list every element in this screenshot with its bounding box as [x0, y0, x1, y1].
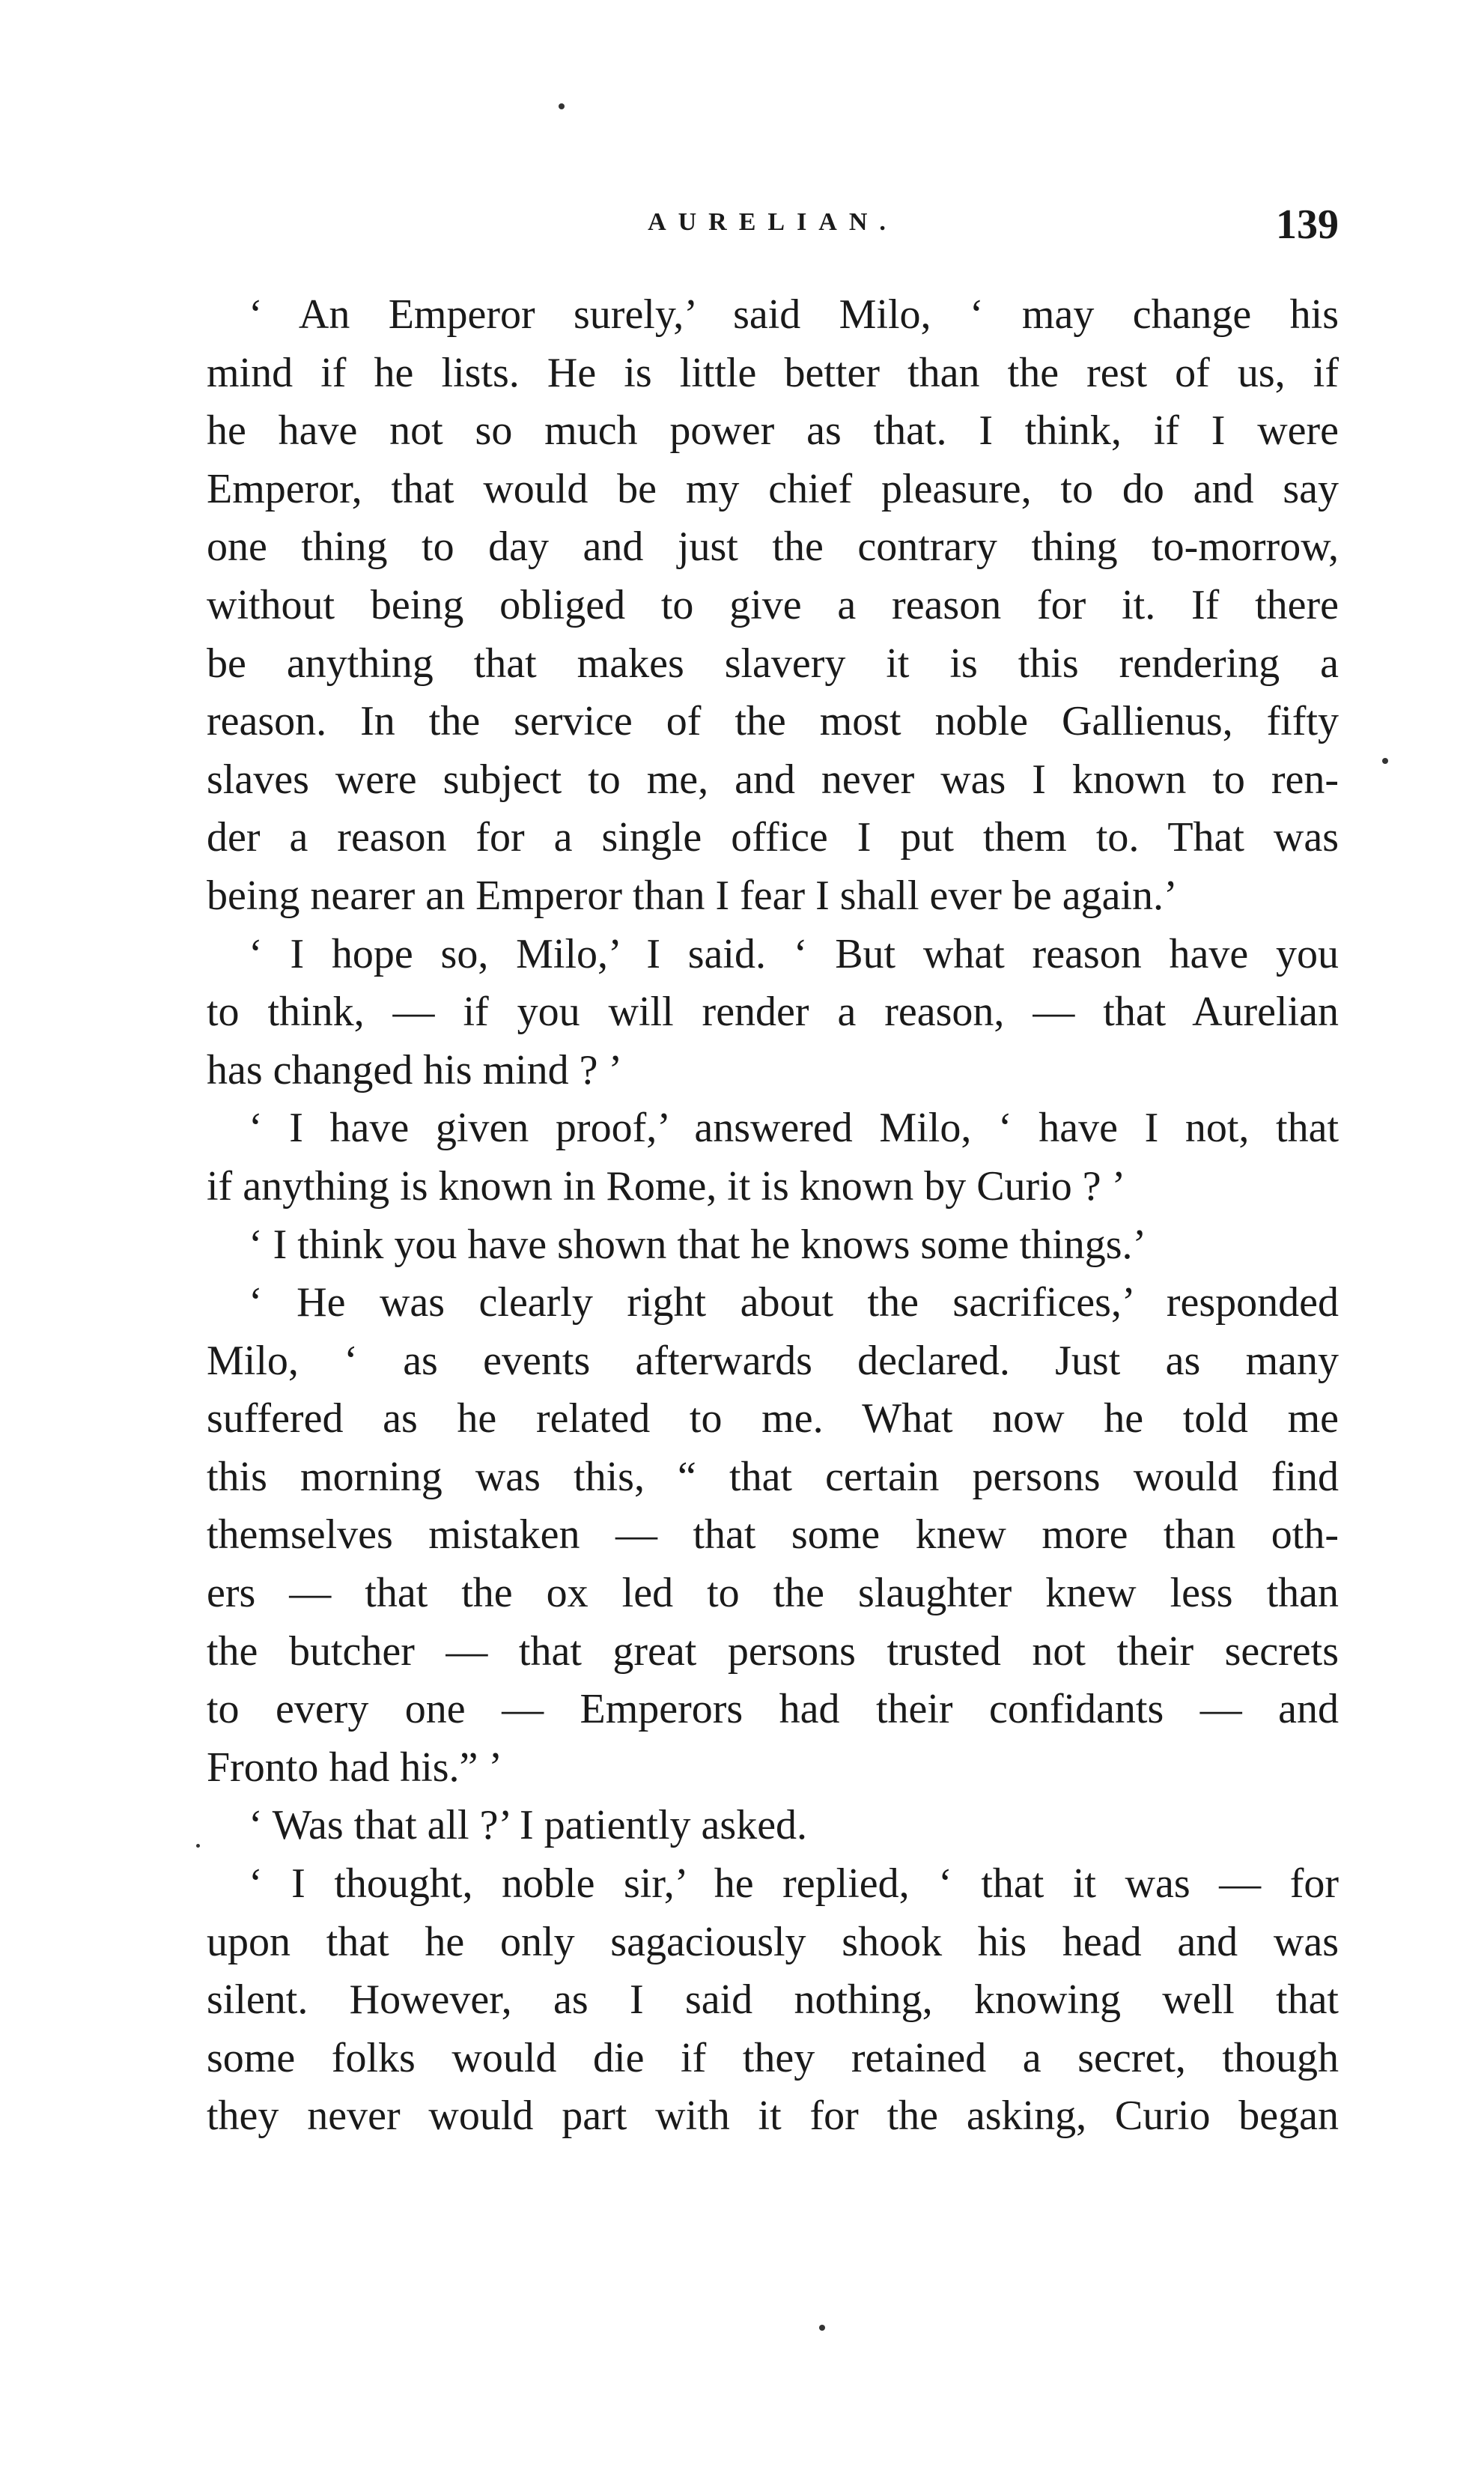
- text-line: some folks would die if they retained a secret, though: [207, 2034, 1339, 2081]
- text-line: silent. However, as I said nothing, knowing well that: [207, 1976, 1339, 2024]
- text-line: slaves were subject to me, and never was I known to ren-: [207, 756, 1339, 803]
- top-ink-mark: [559, 103, 565, 109]
- text-line: they never would part with it for the asking, Curio began: [207, 2093, 1339, 2140]
- text-line: be anything that makes slavery it is this rendering a: [207, 640, 1339, 687]
- text-line: ‘ Was that all ?’ I patiently asked.: [249, 1802, 808, 1849]
- text-line: Milo, ‘ as events afterwards declared. Just as many: [207, 1337, 1339, 1384]
- page-number: 139: [1276, 201, 1339, 248]
- text-line: ‘ An Emperor surely,’ said Milo, ‘ may change his: [249, 291, 1339, 338]
- text-line: ‘ I think you have shown that he knows some things.’: [249, 1221, 1147, 1268]
- text-line: he have not so much power as that. I think, if I were: [207, 407, 1339, 455]
- text-line: suffered as he related to me. What now he told me: [207, 1395, 1339, 1442]
- text-line: without being obliged to give a reason for it. If there: [207, 581, 1339, 628]
- text-line: to every one — Emperors had their confidants — and: [207, 1686, 1339, 1733]
- text-line: themselves mistaken — that some knew more than oth-: [207, 1511, 1339, 1559]
- text-line: ‘ He was clearly right about the sacrifices,’ responded: [249, 1279, 1339, 1326]
- text-line: the butcher — that great persons trusted not their secrets: [207, 1627, 1339, 1675]
- running-title: AURELIAN.: [648, 208, 898, 236]
- text-line: if anything is known in Rome, it is known by Curio ? ’: [207, 1162, 1126, 1210]
- text-line: Emperor, that would be my chief pleasure, to do and say: [207, 465, 1339, 512]
- text-line: ‘ I hope so, Milo,’ I said. ‘ But what reason have you: [249, 930, 1339, 977]
- text-line: one thing to day and just the contrary thing to-morrow,: [207, 524, 1339, 571]
- text-line: ‘ I thought, noble sir,’ he replied, ‘ that it was — for: [249, 1860, 1339, 1908]
- text-line: ers — that the ox led to the slaughter knew less than: [207, 1570, 1339, 1617]
- text-line: ‘ I have given proof,’ answered Milo, ‘ have I not, that: [249, 1105, 1339, 1152]
- body-text: [207, 286, 1339, 2146]
- bottom-ink-mark: [819, 2325, 825, 2331]
- margin-ink-mark: [1382, 758, 1388, 764]
- text-line: mind if he lists. He is little better than the rest of us, if: [207, 349, 1339, 396]
- text-line: this morning was this, “ that certain persons would find: [207, 1453, 1339, 1500]
- text-line: reason. In the service of the most noble Gallienus, fifty: [207, 698, 1339, 745]
- text-line: Fronto had his.” ’: [207, 1744, 503, 1791]
- text-line: has changed his mind ? ’: [207, 1046, 623, 1093]
- margin-ink-mark: [196, 1844, 200, 1848]
- text-line: being nearer an Emperor than I fear I shall ever be again.’: [207, 872, 1178, 919]
- text-line: upon that he only sagaciously shook his head and was: [207, 1918, 1339, 1965]
- page-header: [207, 201, 1339, 261]
- text-line: der a reason for a single office I put them to. That was: [207, 814, 1339, 861]
- text-line: to think, — if you will render a reason, — that Aurelian: [207, 989, 1339, 1036]
